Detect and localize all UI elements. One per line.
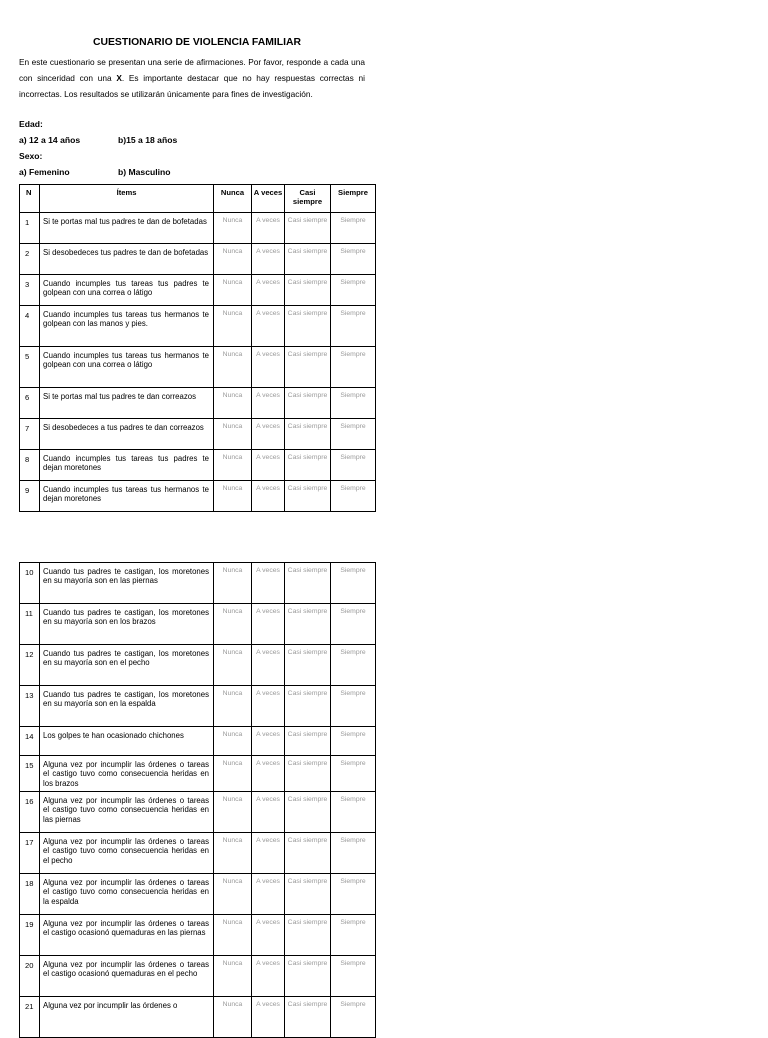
intro-mark: X — [116, 73, 122, 83]
option-casi-siempre[interactable]: Casi siempre — [285, 275, 331, 306]
table-row — [20, 645, 376, 686]
item-text: Alguna vez por incumplir las órdenes o tareas el castigo tuvo como consecuencia heridas en el pecho — [40, 833, 214, 874]
item-text: Cuando tus padres te castigan, los moretones en su mayoría son en los brazos — [40, 604, 214, 645]
intro-paragraph — [19, 54, 365, 102]
option-siempre[interactable]: Siempre — [331, 915, 376, 956]
header-items: Ítems — [40, 185, 214, 213]
item-text: Cuando incumples tus tareas tus padres te golpean con una correa o látigo — [40, 275, 214, 306]
item-text: Si desobedeces a tus padres te dan correazos — [40, 419, 214, 450]
option-a-veces[interactable]: A veces — [252, 792, 285, 833]
sexo-options — [19, 167, 171, 177]
option-casi-siempre[interactable]: Casi siempre — [285, 686, 331, 727]
option-nunca[interactable]: Nunca — [214, 874, 252, 915]
edad-option-a[interactable]: a) 12 a 14 años — [19, 135, 81, 145]
option-a-veces[interactable]: A veces — [252, 645, 285, 686]
option-a-veces[interactable]: A veces — [252, 686, 285, 727]
option-nunca[interactable]: Nunca — [214, 915, 252, 956]
item-number: 21 — [20, 997, 40, 1038]
option-nunca[interactable]: Nunca — [214, 306, 252, 347]
option-nunca[interactable]: Nunca — [214, 833, 252, 874]
option-siempre[interactable]: Siempre — [331, 604, 376, 645]
option-nunca[interactable]: Nunca — [214, 756, 252, 792]
table-row — [20, 450, 376, 481]
item-text: Si te portas mal tus padres te dan correazos — [40, 388, 214, 419]
option-siempre[interactable]: Siempre — [331, 244, 376, 275]
option-a-veces[interactable]: A veces — [252, 213, 285, 244]
header-siempre: Siempre — [331, 185, 376, 213]
table-row — [20, 792, 376, 833]
item-number: 10 — [20, 563, 40, 604]
table-row — [20, 244, 376, 275]
item-text: Alguna vez por incumplir las órdenes o — [40, 997, 214, 1038]
option-casi-siempre[interactable]: Casi siempre — [285, 388, 331, 419]
item-number: 3 — [20, 275, 40, 306]
item-number: 5 — [20, 347, 40, 388]
option-casi-siempre[interactable]: Casi siempre — [285, 833, 331, 874]
option-a-veces[interactable]: A veces — [252, 727, 285, 756]
sexo-label: Sexo: — [19, 151, 43, 161]
item-number: 14 — [20, 727, 40, 756]
table-row — [20, 997, 376, 1038]
edad-option-b[interactable]: b)15 a 18 años — [118, 135, 178, 145]
option-a-veces[interactable]: A veces — [252, 604, 285, 645]
item-text: Alguna vez por incumplir las órdenes o tareas el castigo tuvo como consecuencia heridas en los brazos — [40, 756, 214, 792]
option-siempre[interactable]: Siempre — [331, 686, 376, 727]
option-a-veces[interactable]: A veces — [252, 481, 285, 512]
header-nunca: Nunca — [214, 185, 252, 213]
item-text: Cuando incumples tus tareas tus padres te dejan moretones — [40, 450, 214, 481]
option-casi-siempre[interactable]: Casi siempre — [285, 347, 331, 388]
item-number: 19 — [20, 915, 40, 956]
option-a-veces[interactable]: A veces — [252, 833, 285, 874]
item-number: 1 — [20, 213, 40, 244]
option-casi-siempre[interactable]: Casi siempre — [285, 450, 331, 481]
option-casi-siempre[interactable]: Casi siempre — [285, 563, 331, 604]
option-siempre[interactable]: Siempre — [331, 388, 376, 419]
intro-text-after: . Es importante destacar que no hay respuestas correctas ni incorrectas. Los resultados se utilizarán únicamente para fines de investigación. — [19, 73, 365, 99]
intro-text-before: En este cuestionario se presentan una serie de afirmaciones. Por favor, responde a cada una con sinceridad con una — [19, 57, 365, 83]
item-number: 16 — [20, 792, 40, 833]
item-text: Alguna vez por incumplir las órdenes o tareas el castigo ocasionó quemaduras en el pecho — [40, 956, 214, 997]
table-row — [20, 306, 376, 347]
option-nunca[interactable]: Nunca — [214, 244, 252, 275]
table-row — [20, 213, 376, 244]
item-number: 17 — [20, 833, 40, 874]
option-a-veces[interactable]: A veces — [252, 450, 285, 481]
option-siempre[interactable]: Siempre — [331, 481, 376, 512]
item-number: 7 — [20, 419, 40, 450]
option-casi-siempre[interactable]: Casi siempre — [285, 481, 331, 512]
sexo-option-a[interactable]: a) Femenino — [19, 167, 70, 177]
option-nunca[interactable]: Nunca — [214, 645, 252, 686]
option-nunca[interactable]: Nunca — [214, 481, 252, 512]
option-a-veces[interactable]: A veces — [252, 275, 285, 306]
item-text: Si desobedeces tus padres te dan de bofetadas — [40, 244, 214, 275]
option-a-veces[interactable]: A veces — [252, 956, 285, 997]
option-nunca[interactable]: Nunca — [214, 275, 252, 306]
item-text: Alguna vez por incumplir las órdenes o tareas el castigo tuvo como consecuencia heridas en las piernas — [40, 792, 214, 833]
option-casi-siempre[interactable]: Casi siempre — [285, 956, 331, 997]
table-row — [20, 833, 376, 874]
option-a-veces[interactable]: A veces — [252, 347, 285, 388]
option-nunca[interactable]: Nunca — [214, 956, 252, 997]
option-a-veces[interactable]: A veces — [252, 563, 285, 604]
option-a-veces[interactable]: A veces — [252, 244, 285, 275]
table-row — [20, 419, 376, 450]
table-row — [20, 915, 376, 956]
item-text: Cuando incumples tus tareas tus hermanos te dejan moretones — [40, 481, 214, 512]
table-row — [20, 388, 376, 419]
option-casi-siempre[interactable]: Casi siempre — [285, 997, 331, 1038]
option-siempre[interactable]: Siempre — [331, 833, 376, 874]
questionnaire-title: CUESTIONARIO DE VIOLENCIA FAMILIAR — [92, 37, 301, 48]
header-a-veces: A veces — [252, 185, 285, 213]
item-number: 20 — [20, 956, 40, 997]
option-siempre[interactable]: Siempre — [331, 563, 376, 604]
header-casi-siempre: Casi siempre — [285, 185, 331, 213]
option-casi-siempre[interactable]: Casi siempre — [285, 645, 331, 686]
option-siempre[interactable]: Siempre — [331, 347, 376, 388]
item-number: 2 — [20, 244, 40, 275]
option-nunca[interactable]: Nunca — [214, 686, 252, 727]
option-a-veces[interactable]: A veces — [252, 388, 285, 419]
option-nunca[interactable]: Nunca — [214, 419, 252, 450]
item-number: 8 — [20, 450, 40, 481]
option-a-veces[interactable]: A veces — [252, 419, 285, 450]
option-siempre[interactable]: Siempre — [331, 645, 376, 686]
option-a-veces[interactable]: A veces — [252, 874, 285, 915]
option-a-veces[interactable]: A veces — [252, 997, 285, 1038]
option-casi-siempre[interactable]: Casi siempre — [285, 604, 331, 645]
table-row — [20, 874, 376, 915]
option-nunca[interactable]: Nunca — [214, 347, 252, 388]
item-number: 18 — [20, 874, 40, 915]
item-text: Los golpes te han ocasionado chichones — [40, 727, 214, 756]
option-siempre[interactable]: Siempre — [331, 450, 376, 481]
table-row — [20, 275, 376, 306]
option-nunca[interactable]: Nunca — [214, 563, 252, 604]
header-n: N — [20, 185, 40, 213]
option-nunca[interactable]: Nunca — [214, 604, 252, 645]
item-number: 13 — [20, 686, 40, 727]
option-siempre[interactable]: Siempre — [331, 306, 376, 347]
option-siempre[interactable]: Siempre — [331, 997, 376, 1038]
item-text: Si te portas mal tus padres te dan de bofetadas — [40, 213, 214, 244]
option-casi-siempre[interactable]: Casi siempre — [285, 915, 331, 956]
option-siempre[interactable]: Siempre — [331, 727, 376, 756]
option-siempre[interactable]: Siempre — [331, 275, 376, 306]
table-row — [20, 563, 376, 604]
option-casi-siempre[interactable]: Casi siempre — [285, 727, 331, 756]
option-siempre[interactable]: Siempre — [331, 874, 376, 915]
item-text: Cuando tus padres te castigan, los moretones en su mayoría son en el pecho — [40, 645, 214, 686]
option-nunca[interactable]: Nunca — [214, 450, 252, 481]
item-number: 6 — [20, 388, 40, 419]
table-header-row — [20, 185, 376, 213]
item-text: Cuando incumples tus tareas tus hermanos te golpean con una correa o látigo — [40, 347, 214, 388]
table-row — [20, 756, 376, 792]
option-casi-siempre[interactable]: Casi siempre — [285, 213, 331, 244]
option-casi-siempre[interactable]: Casi siempre — [285, 244, 331, 275]
edad-options — [19, 135, 178, 145]
item-text: Cuando tus padres te castigan, los moretones en su mayoría son en las piernas — [40, 563, 214, 604]
item-text: Cuando tus padres te castigan, los moretones en su mayoría son en la espalda — [40, 686, 214, 727]
item-number: 12 — [20, 645, 40, 686]
table-row — [20, 604, 376, 645]
option-nunca[interactable]: Nunca — [214, 213, 252, 244]
item-number: 4 — [20, 306, 40, 347]
option-siempre[interactable]: Siempre — [331, 756, 376, 792]
item-text: Alguna vez por incumplir las órdenes o tareas el castigo tuvo como consecuencia heridas en la espalda — [40, 874, 214, 915]
item-number: 9 — [20, 481, 40, 512]
option-casi-siempre[interactable]: Casi siempre — [285, 756, 331, 792]
edad-label: Edad: — [19, 119, 43, 129]
table-row — [20, 347, 376, 388]
option-nunca[interactable]: Nunca — [214, 792, 252, 833]
option-casi-siempre[interactable]: Casi siempre — [285, 306, 331, 347]
item-number: 15 — [20, 756, 40, 792]
option-casi-siempre[interactable]: Casi siempre — [285, 419, 331, 450]
option-nunca[interactable]: Nunca — [214, 997, 252, 1038]
option-a-veces[interactable]: A veces — [252, 756, 285, 792]
table-row — [20, 686, 376, 727]
option-casi-siempre[interactable]: Casi siempre — [285, 874, 331, 915]
option-casi-siempre[interactable]: Casi siempre — [285, 792, 331, 833]
option-nunca[interactable]: Nunca — [214, 388, 252, 419]
table-row — [20, 481, 376, 512]
item-text: Cuando incumples tus tareas tus hermanos te golpean con las manos y pies. — [40, 306, 214, 347]
option-siempre[interactable]: Siempre — [331, 213, 376, 244]
sexo-option-b[interactable]: b) Masculino — [118, 167, 171, 177]
option-siempre[interactable]: Siempre — [331, 419, 376, 450]
option-siempre[interactable]: Siempre — [331, 792, 376, 833]
item-text: Alguna vez por incumplir las órdenes o tareas el castigo ocasionó quemaduras en las piernas — [40, 915, 214, 956]
item-number: 11 — [20, 604, 40, 645]
option-a-veces[interactable]: A veces — [252, 915, 285, 956]
table-row — [20, 727, 376, 756]
option-nunca[interactable]: Nunca — [214, 727, 252, 756]
questionnaire-table-1 — [19, 184, 376, 512]
option-a-veces[interactable]: A veces — [252, 306, 285, 347]
table-row — [20, 956, 376, 997]
questionnaire-table-2 — [19, 562, 376, 1038]
option-siempre[interactable]: Siempre — [331, 956, 376, 997]
